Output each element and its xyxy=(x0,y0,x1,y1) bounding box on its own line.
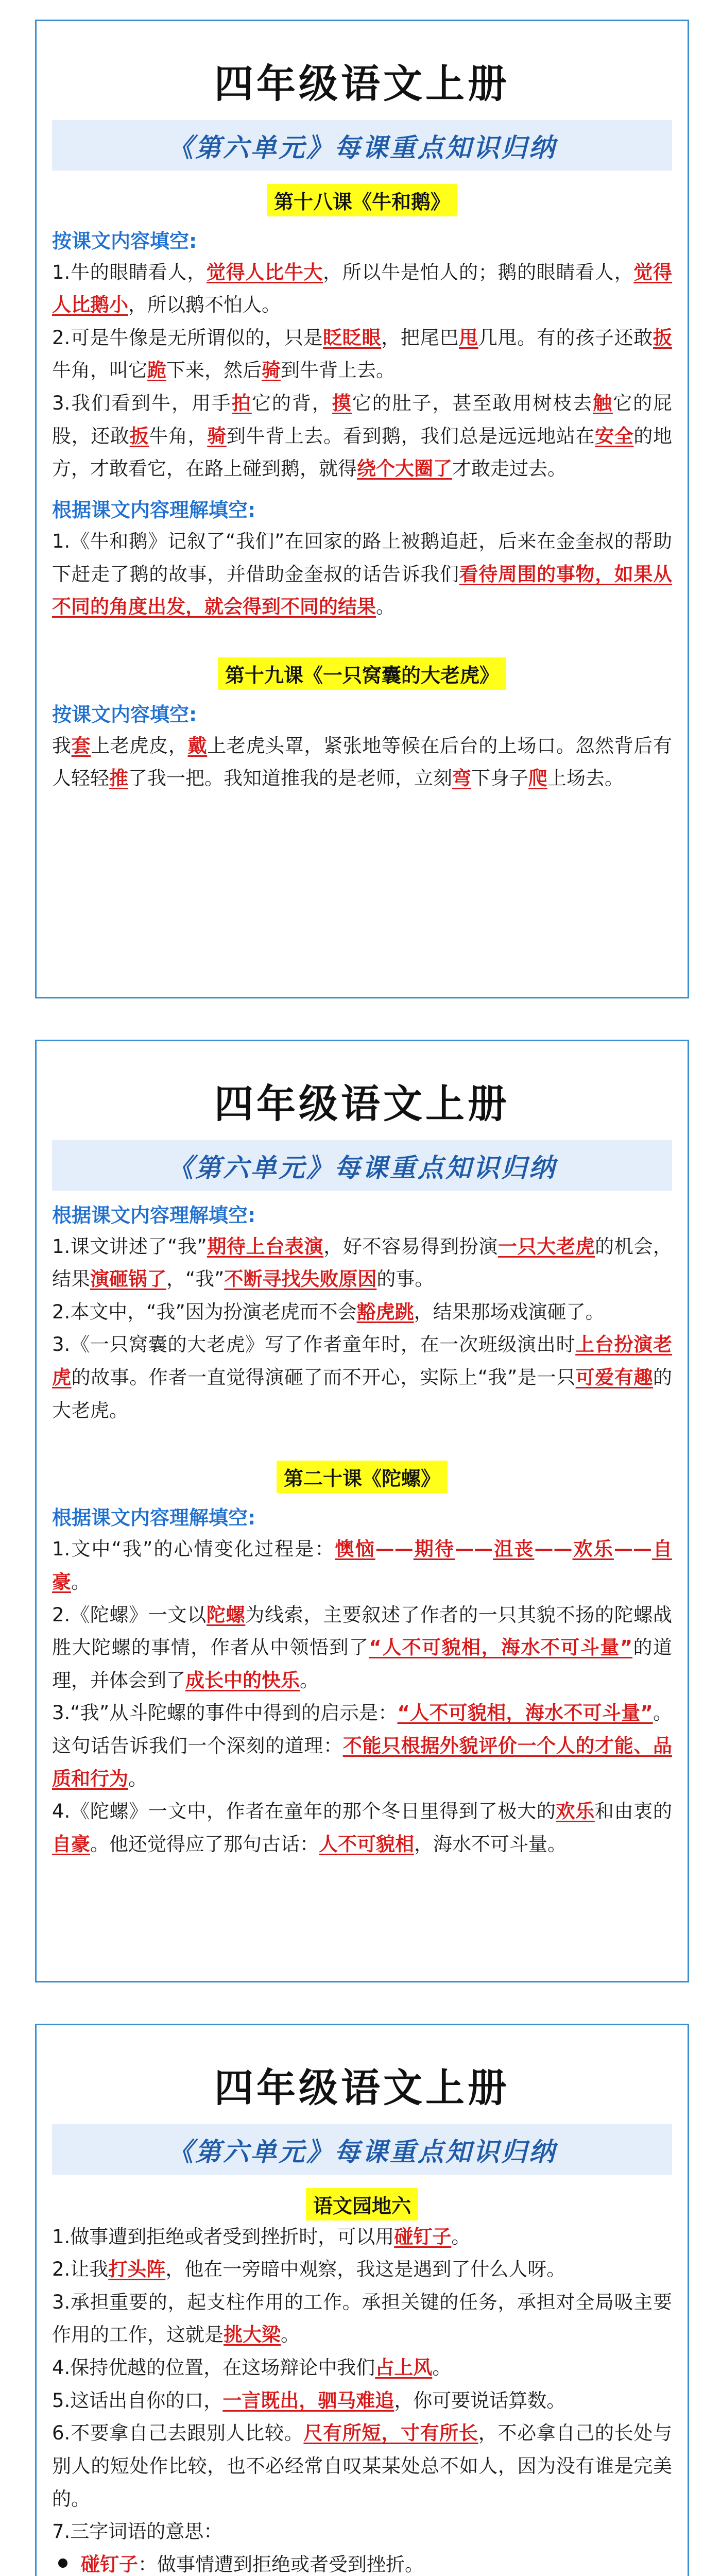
unit-subtitle-banner: 《第六单元》每课重点知识归纳 xyxy=(52,1140,672,1191)
lesson20-q3: 3.“我”从斗陀螺的事件中得到的启示是：“人不可貌相，海水不可斗量”。这句话告诉我们一个深刻的道理：不能只根据外貌评价一个人的才能、品质和行为。 xyxy=(52,1702,673,1790)
garden-item-4: 4.保持优越的位置，在这场辩论中我们占上风。 xyxy=(52,2357,452,2379)
garden-item-5: 5.这话出自你的口，一言既出，驷马难追，你可要说话算数。 xyxy=(52,2389,566,2412)
understand-1: 1.课文讲述了“我”期待上台表演，好不容易得到扮演一只大老虎的机会，结果演砸锅了，“我”不断寻找失败原因的事。 xyxy=(52,1235,673,1291)
notes-page-3 xyxy=(35,2024,689,2576)
notes-page-1 xyxy=(35,20,689,998)
garden-item-7: 7.三字词语的意思： xyxy=(52,2520,223,2543)
page-title: 四年级语文上册 xyxy=(214,2065,510,2111)
lesson20-q1: 1.文中“我”的心情变化过程是：懊恼——期待——沮丧——欢乐——自豪。 xyxy=(52,1538,673,1593)
page-title: 四年级语文上册 xyxy=(214,61,510,107)
term-list xyxy=(52,2548,672,2576)
garden-item-1: 1.做事遭到拒绝或者受到挫折时，可以用碰钉子。 xyxy=(52,2225,471,2248)
understand-section-heading: 根据课文内容理解填空: xyxy=(52,498,256,521)
unit-subtitle-banner: 《第六单元》每课重点知识归纳 xyxy=(52,120,672,171)
lesson-19-title: 第十九课《一只窝囊的大老虎》 xyxy=(218,657,506,690)
understand-3: 3.《一只窝囊的大老虎》写了作者童年时，在一次班级演出时上台扮演老虎的故事。作者一直觉得演砸了而不开心，实际上“我”是一只可爱有趣的大老虎。 xyxy=(52,1333,673,1421)
garden-item-3: 3.承担重要的，起支柱作用的工作。承担关键的任务，承担对全局吸主要作用的工作，这就是挑大梁。 xyxy=(52,2291,672,2346)
understand-2: 2.本文中，“我”因为扮演老虎而不会豁虎跳，结果那场戏演砸了。 xyxy=(52,1300,605,1323)
unit-subtitle-banner: 《第六单元》每课重点知识归纳 xyxy=(52,2124,672,2175)
understand-section-heading-2: 根据课文内容理解填空: xyxy=(52,1506,256,1530)
fill-1: 我套上老虎皮，戴上老虎头罩，紧张地等候在后台的上场口。忽然背后有人轻轻推了我一把。我知道推我的是老师，立刻弯下身子爬上场去。 xyxy=(52,734,673,790)
lesson-18-title: 第十八课《牛和鹅》 xyxy=(267,184,457,216)
question-2: 2.可是牛像是无所谓似的，只是眨眨眼，把尾巴甩几甩。有的孩子还敢扳牛角，叫它跪下来，然后骑到牛背上去。 xyxy=(52,326,673,382)
garden-title: 语文园地六 xyxy=(306,2188,418,2221)
lesson20-q4: 4.《陀螺》一文中，作者在童年的那个冬日里得到了极大的欢乐和由衷的自豪。他还觉得应了那句古话：人不可貌相，海水不可斗量。 xyxy=(52,1800,673,1855)
question-3: 3.我们看到牛，用手拍它的背，摸它的肚子，甚至敢用树枝去触它的屁股，还敢扳牛角，骑到牛背上去。看到鹅，我们总是远远地站在安全的地方，才敢看它，在路上碰到鹅，就得绕个大圈了才敢走过去。 xyxy=(52,392,673,480)
list-item: 碰钉子：做事情遭到拒绝或者受到挫折。 xyxy=(52,2548,672,2576)
garden-item-6: 6.不要拿自己去跟别人比较。尺有所短，寸有所长，不必拿自己的长处与别人的短处作比较，也不必经常自叹某某处总不如人，因为没有谁是完美的。 xyxy=(52,2422,672,2510)
lesson-20-title: 第二十课《陀螺》 xyxy=(277,1461,448,1493)
understand-1: 1.《牛和鹅》记叙了“我们”在回家的路上被鹅追赶，后来在金奎叔的帮助下赶走了鹅的故事，并借助金奎叔的话告诉我们看待周围的事物，如果从不同的角度出发，就会得到不同的结果。 xyxy=(52,530,673,618)
understand-section-heading: 根据课文内容理解填空: xyxy=(52,1204,256,1227)
bullet-icon xyxy=(58,2558,67,2568)
lesson20-q2: 2.《陀螺》一文以陀螺为线索，主要叙述了作者的一只其貌不扬的陀螺战胜大陀螺的事情，作者从中领悟到了“人不可貌相，海水不可斗量”的道理，并体会到了成长中的快乐。 xyxy=(52,1603,673,1691)
fill-section-heading-2: 按课文内容填空: xyxy=(52,703,197,726)
question-1: 1.牛的眼睛看人，觉得人比牛大，所以牛是怕人的；鹅的眼睛看人，觉得人比鹅小，所以鹅不怕人。 xyxy=(52,261,673,316)
notes-page-2 xyxy=(35,1040,689,1982)
fill-section-heading: 按课文内容填空: xyxy=(52,229,197,252)
page-title: 四年级语文上册 xyxy=(214,1081,510,1127)
garden-item-2: 2.让我打头阵，他在一旁暗中观察，我这是遇到了什么人呀。 xyxy=(52,2258,566,2281)
